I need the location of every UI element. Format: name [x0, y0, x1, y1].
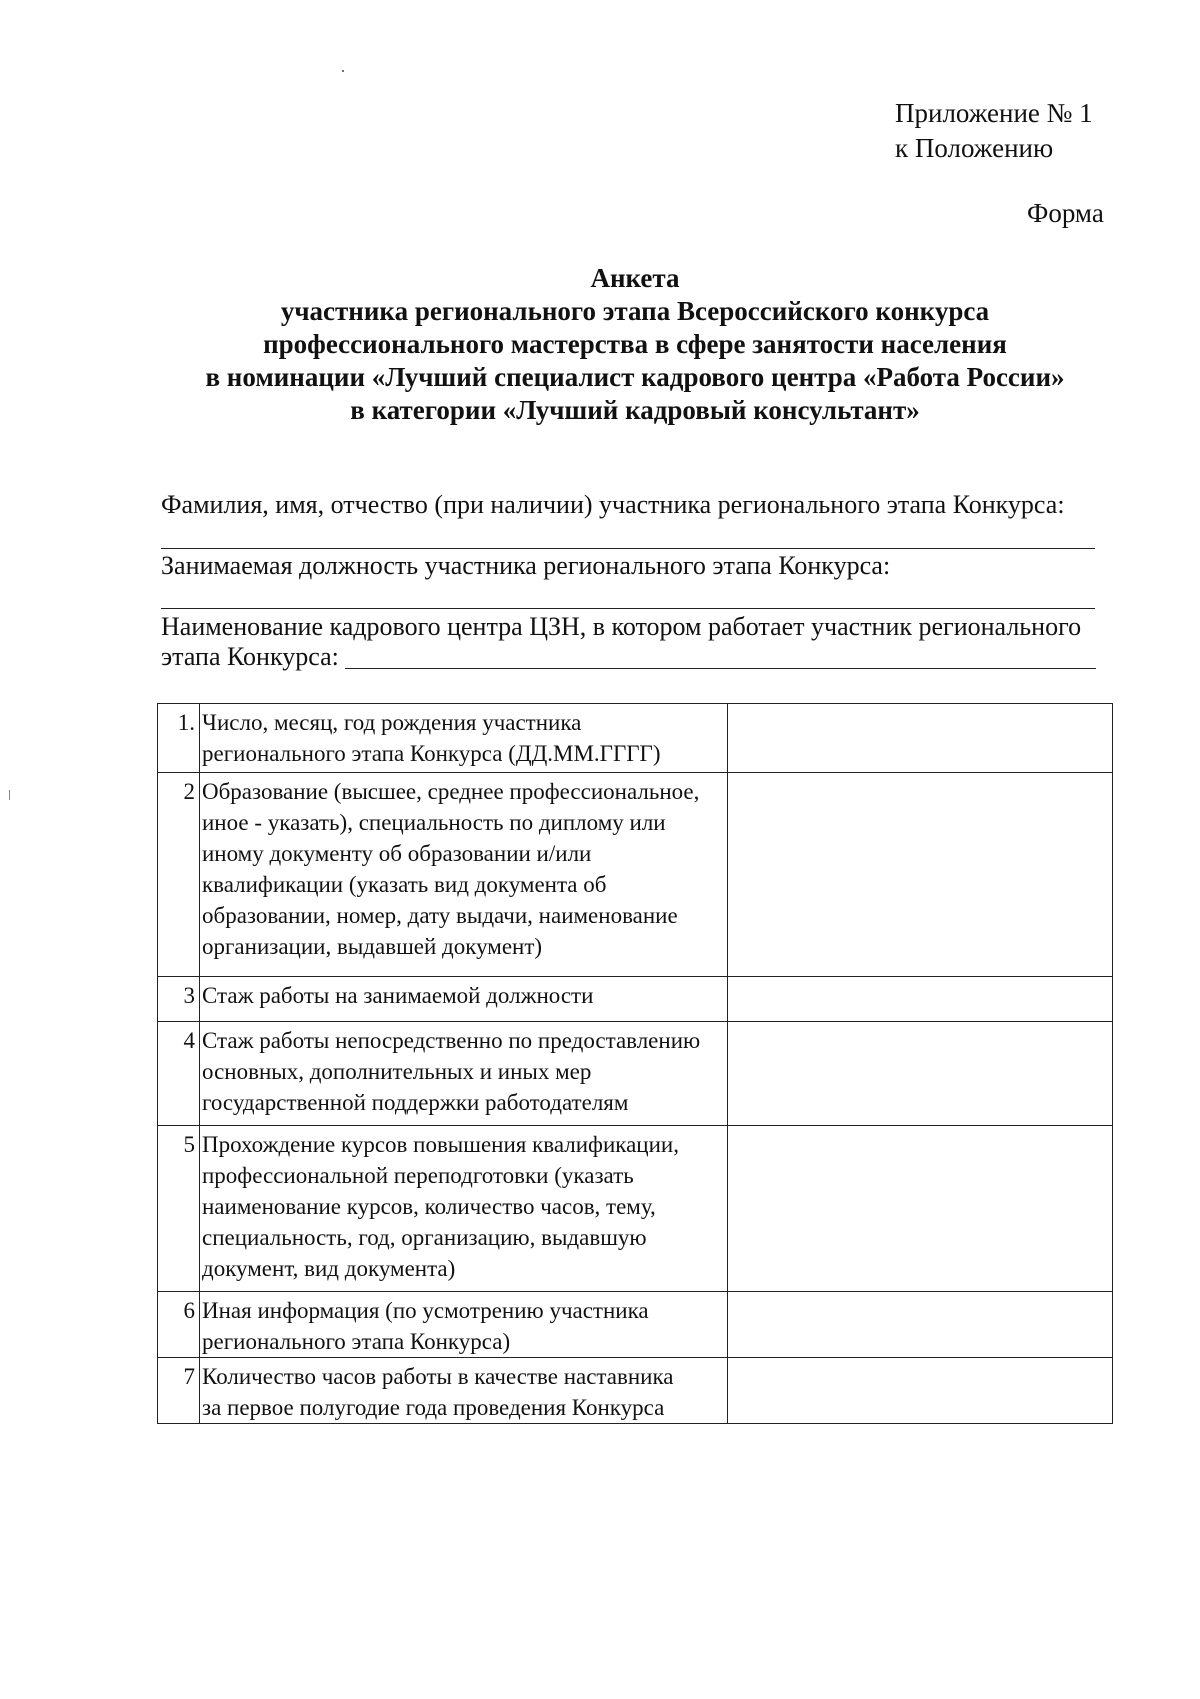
question-text-line: квалификации (указать вид документа об — [202, 872, 607, 897]
table-row — [158, 1292, 1113, 1358]
table-row — [158, 773, 1113, 977]
question-text-line: Число, месяц, год рождения участника — [202, 710, 582, 735]
answer-cell[interactable] — [728, 1292, 1113, 1358]
question-cell — [200, 1292, 728, 1358]
question-text-line: государственной поддержки работодателям — [202, 1090, 629, 1115]
title-line-1: Анкета — [590, 263, 680, 293]
question-text-line: профессиональной переподготовки (указать — [202, 1163, 634, 1188]
table-row — [158, 1126, 1113, 1292]
question-cell — [200, 1358, 728, 1424]
title-line-2: участника регионального этапа Всероссийского конкурса — [280, 296, 990, 326]
question-cell — [200, 1022, 728, 1126]
row-number: 4 — [158, 1022, 200, 1126]
answer-cell[interactable] — [728, 1126, 1113, 1292]
full-name-input-line[interactable] — [161, 548, 1095, 549]
table-row — [158, 704, 1113, 773]
center-name-label-line-1: Наименование кадрового центра ЦЗН, в котором работает участник регионального — [161, 612, 1082, 641]
question-text-line: регионального этапа Конкурса (ДД.ММ.ГГГГ) — [202, 741, 661, 766]
row-number: 5 — [158, 1126, 200, 1292]
full-name-label: Фамилия, имя, отчество (при наличии) участника регионального этапа Конкурса: — [161, 490, 1065, 519]
question-cell — [200, 773, 728, 977]
question-text-line: регионального этапа Конкурса) — [202, 1329, 511, 1354]
question-text-line: Иная информация (по усмотрению участника — [202, 1298, 649, 1323]
question-text-line: образовании, номер, дату выдачи, наименование — [202, 903, 678, 928]
appendix-number: Приложение № 1 — [895, 98, 1093, 128]
question-cell — [200, 1126, 728, 1292]
question-text-line: Количество часов работы в качестве наставника — [202, 1364, 674, 1389]
title-line-3: профессионального мастерства в сфере занятости населения — [263, 329, 1007, 359]
position-label: Занимаемая должность участника регионального этапа Конкурса: — [161, 551, 891, 580]
scan-speck — [342, 70, 344, 72]
scan-edge-mark — [9, 790, 10, 800]
question-text-line: наименование курсов, количество часов, тему, — [202, 1194, 656, 1219]
question-cell — [200, 704, 728, 773]
question-text-line: Стаж работы на занимаемой должности — [202, 983, 594, 1008]
question-text-line: специальность, год, организацию, выдавшую — [202, 1225, 647, 1250]
table-row — [158, 1022, 1113, 1126]
question-text-line: Образование (высшее, среднее профессиональное, — [202, 779, 700, 804]
row-number: 1. — [158, 704, 200, 773]
answer-cell[interactable] — [728, 1022, 1113, 1126]
question-text-line: документ, вид документа) — [202, 1256, 456, 1281]
answer-cell[interactable] — [728, 1358, 1113, 1424]
center-name-input-line[interactable] — [345, 668, 1096, 669]
questionnaire-table — [157, 703, 1113, 1424]
appendix-regulation: к Положению — [895, 133, 1054, 163]
question-text-line: основных, дополнительных и иных мер — [202, 1059, 592, 1084]
question-text-line: Прохождение курсов повышения квалификации, — [202, 1132, 679, 1157]
question-text-line: иному документу об образовании и/или — [202, 841, 592, 866]
row-number: 7 — [158, 1358, 200, 1424]
table-row — [158, 977, 1113, 1022]
row-number: 3 — [158, 977, 200, 1022]
question-text-line: за первое полугодие года проведения Конкурса — [202, 1395, 665, 1420]
row-number: 6 — [158, 1292, 200, 1358]
question-cell — [200, 977, 728, 1022]
answer-cell[interactable] — [728, 704, 1113, 773]
table-row — [158, 1358, 1113, 1424]
form-label: Форма — [1027, 198, 1104, 228]
title-line-4: в номинации «Лучший специалист кадрового центра «Работа России» — [205, 362, 1065, 392]
answer-cell[interactable] — [728, 773, 1113, 977]
question-text-line: Стаж работы непосредственно по предоставлению — [202, 1028, 701, 1053]
document-title — [100, 262, 1170, 427]
question-text-line: организации, выдавшей документ) — [202, 934, 543, 959]
appendix-reference — [895, 96, 1093, 166]
title-line-5: в категории «Лучший кадровый консультант» — [350, 395, 920, 425]
position-input-line[interactable] — [161, 608, 1095, 609]
row-number: 2 — [158, 773, 200, 977]
answer-cell[interactable] — [728, 977, 1113, 1022]
question-text-line: иное - указать), специальность по диплому или — [202, 810, 666, 835]
center-name-label-line-2: этапа Конкурса: — [161, 642, 339, 671]
